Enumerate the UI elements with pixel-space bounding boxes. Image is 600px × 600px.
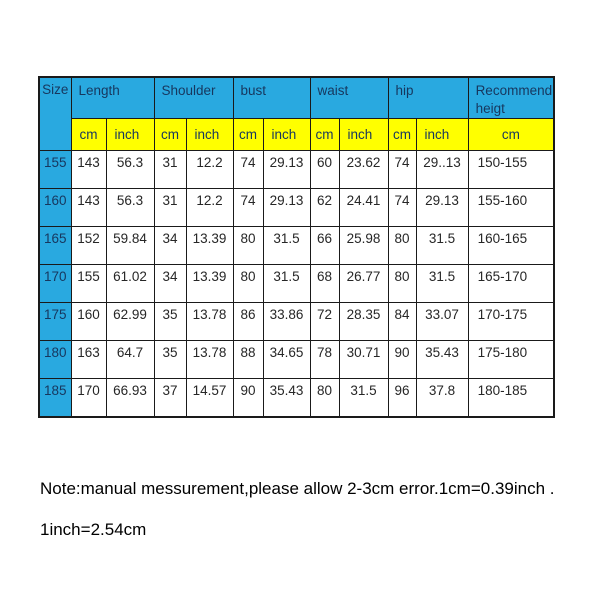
subheader-hip-inch: inch bbox=[416, 119, 468, 151]
data-cell-hip-cm: 80 bbox=[388, 265, 416, 303]
note-line-1: Note:manual messurement,please allow 2-3cm error.1cm=0.39inch . bbox=[40, 479, 555, 498]
data-cell-bust-inch: 31.5 bbox=[263, 227, 310, 265]
data-cell-hip-cm: 80 bbox=[388, 227, 416, 265]
data-cell-bust-inch: 31.5 bbox=[263, 265, 310, 303]
subheader-shoulder-cm: cm bbox=[154, 119, 186, 151]
subheader-waist-inch: inch bbox=[339, 119, 388, 151]
data-cell-length-cm: 152 bbox=[71, 227, 106, 265]
data-cell-shoulder-cm: 35 bbox=[154, 341, 186, 379]
size-cell: 165 bbox=[39, 227, 71, 265]
note-line-2: 1inch=2.54cm bbox=[40, 520, 147, 539]
header-row bbox=[39, 77, 554, 119]
data-cell-bust-cm: 90 bbox=[233, 379, 263, 417]
data-cell-length-inch: 59.84 bbox=[106, 227, 154, 265]
data-cell-shoulder-cm: 35 bbox=[154, 303, 186, 341]
data-cell-shoulder-inch: 12.2 bbox=[186, 151, 233, 189]
data-cell-hip-inch: 29..13 bbox=[416, 151, 468, 189]
data-cell-length-cm: 163 bbox=[71, 341, 106, 379]
data-cell-hip-cm: 90 bbox=[388, 341, 416, 379]
table-row bbox=[39, 189, 554, 227]
data-cell-waist-cm: 72 bbox=[310, 303, 339, 341]
column-header-shoulder: Shoulder bbox=[154, 77, 233, 119]
data-cell-hip-inch: 33.07 bbox=[416, 303, 468, 341]
data-cell-hip-inch: 29.13 bbox=[416, 189, 468, 227]
data-cell-length-inch: 66.93 bbox=[106, 379, 154, 417]
data-cell-shoulder-cm: 37 bbox=[154, 379, 186, 417]
data-cell-length-inch: 56.3 bbox=[106, 189, 154, 227]
data-cell-length-cm: 155 bbox=[71, 265, 106, 303]
data-cell-waist-cm: 78 bbox=[310, 341, 339, 379]
column-header-length: Length bbox=[71, 77, 154, 119]
data-cell-bust-cm: 74 bbox=[233, 151, 263, 189]
column-header-waist: waist bbox=[310, 77, 388, 119]
subheader-length-cm: cm bbox=[71, 119, 106, 151]
size-chart-body bbox=[39, 151, 554, 417]
data-cell-length-cm: 143 bbox=[71, 151, 106, 189]
data-cell-bust-cm: 86 bbox=[233, 303, 263, 341]
recommend-height-cell: 180-185 bbox=[468, 379, 554, 417]
recommend-height-cell: 160-165 bbox=[468, 227, 554, 265]
data-cell-hip-inch: 35.43 bbox=[416, 341, 468, 379]
subheader-waist-cm: cm bbox=[310, 119, 339, 151]
size-chart-header bbox=[39, 77, 554, 151]
data-cell-shoulder-inch: 13.78 bbox=[186, 303, 233, 341]
size-cell: 160 bbox=[39, 189, 71, 227]
size-cell: 175 bbox=[39, 303, 71, 341]
data-cell-waist-cm: 80 bbox=[310, 379, 339, 417]
data-cell-length-inch: 61.02 bbox=[106, 265, 154, 303]
data-cell-hip-cm: 96 bbox=[388, 379, 416, 417]
data-cell-shoulder-inch: 12.2 bbox=[186, 189, 233, 227]
data-cell-waist-inch: 26.77 bbox=[339, 265, 388, 303]
data-cell-shoulder-inch: 13.39 bbox=[186, 227, 233, 265]
data-cell-length-cm: 160 bbox=[71, 303, 106, 341]
column-header-hip: hip bbox=[388, 77, 468, 119]
data-cell-waist-cm: 66 bbox=[310, 227, 339, 265]
column-header-bust: bust bbox=[233, 77, 310, 119]
subheader-shoulder-inch: inch bbox=[186, 119, 233, 151]
subheader-hip-cm: cm bbox=[388, 119, 416, 151]
table-row bbox=[39, 341, 554, 379]
data-cell-shoulder-inch: 13.39 bbox=[186, 265, 233, 303]
table-row bbox=[39, 379, 554, 417]
size-chart-table bbox=[38, 76, 555, 418]
data-cell-bust-inch: 29.13 bbox=[263, 189, 310, 227]
data-cell-bust-inch: 35.43 bbox=[263, 379, 310, 417]
table-row bbox=[39, 227, 554, 265]
data-cell-bust-inch: 34.65 bbox=[263, 341, 310, 379]
data-cell-waist-inch: 31.5 bbox=[339, 379, 388, 417]
data-cell-shoulder-cm: 34 bbox=[154, 265, 186, 303]
data-cell-length-inch: 56.3 bbox=[106, 151, 154, 189]
subheader-row bbox=[39, 119, 554, 151]
column-header-recommend-height: Recommend heigt bbox=[468, 77, 554, 119]
data-cell-bust-cm: 74 bbox=[233, 189, 263, 227]
data-cell-waist-inch: 28.35 bbox=[339, 303, 388, 341]
subheader-length-inch: inch bbox=[106, 119, 154, 151]
data-cell-length-inch: 62.99 bbox=[106, 303, 154, 341]
size-cell: 185 bbox=[39, 379, 71, 417]
size-cell: 155 bbox=[39, 151, 71, 189]
data-cell-waist-cm: 62 bbox=[310, 189, 339, 227]
data-cell-shoulder-cm: 34 bbox=[154, 227, 186, 265]
data-cell-hip-inch: 31.5 bbox=[416, 227, 468, 265]
data-cell-hip-cm: 84 bbox=[388, 303, 416, 341]
data-cell-waist-cm: 68 bbox=[310, 265, 339, 303]
size-cell: 180 bbox=[39, 341, 71, 379]
recommend-height-cell: 150-155 bbox=[468, 151, 554, 189]
column-header-size: Size bbox=[39, 77, 71, 151]
recommend-height-cell: 175-180 bbox=[468, 341, 554, 379]
data-cell-waist-inch: 24.41 bbox=[339, 189, 388, 227]
data-cell-bust-cm: 80 bbox=[233, 265, 263, 303]
data-cell-hip-cm: 74 bbox=[388, 151, 416, 189]
data-cell-waist-inch: 30.71 bbox=[339, 341, 388, 379]
size-cell: 170 bbox=[39, 265, 71, 303]
data-cell-length-cm: 143 bbox=[71, 189, 106, 227]
data-cell-shoulder-inch: 13.78 bbox=[186, 341, 233, 379]
data-cell-shoulder-inch: 14.57 bbox=[186, 379, 233, 417]
subheader-bust-inch: inch bbox=[263, 119, 310, 151]
recommend-height-cell: 155-160 bbox=[468, 189, 554, 227]
data-cell-length-cm: 170 bbox=[71, 379, 106, 417]
data-cell-bust-cm: 88 bbox=[233, 341, 263, 379]
subheader-recommend-cm: cm bbox=[468, 119, 554, 151]
data-cell-hip-inch: 37.8 bbox=[416, 379, 468, 417]
data-cell-shoulder-cm: 31 bbox=[154, 189, 186, 227]
recommend-height-cell: 165-170 bbox=[468, 265, 554, 303]
data-cell-bust-inch: 33.86 bbox=[263, 303, 310, 341]
recommend-height-cell: 170-175 bbox=[468, 303, 554, 341]
data-cell-waist-cm: 60 bbox=[310, 151, 339, 189]
table-row bbox=[39, 303, 554, 341]
data-cell-waist-inch: 25.98 bbox=[339, 227, 388, 265]
data-cell-bust-inch: 29.13 bbox=[263, 151, 310, 189]
table-row bbox=[39, 151, 554, 189]
table-row bbox=[39, 265, 554, 303]
data-cell-shoulder-cm: 31 bbox=[154, 151, 186, 189]
note-text bbox=[40, 479, 555, 561]
data-cell-hip-cm: 74 bbox=[388, 189, 416, 227]
data-cell-bust-cm: 80 bbox=[233, 227, 263, 265]
data-cell-waist-inch: 23.62 bbox=[339, 151, 388, 189]
data-cell-length-inch: 64.7 bbox=[106, 341, 154, 379]
subheader-bust-cm: cm bbox=[233, 119, 263, 151]
data-cell-hip-inch: 31.5 bbox=[416, 265, 468, 303]
